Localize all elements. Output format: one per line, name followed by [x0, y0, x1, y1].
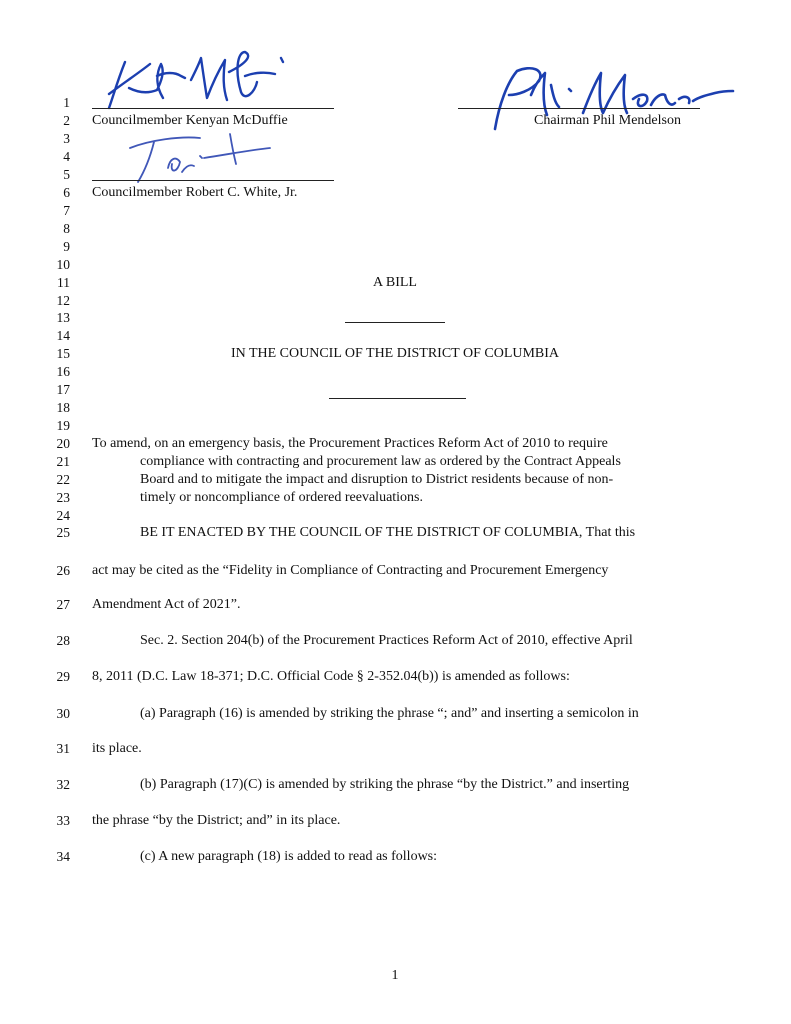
- signature-line-left-bottom: [92, 180, 334, 181]
- line-number: 19: [56, 418, 70, 433]
- line-number: 28: [56, 633, 70, 648]
- line-number: 9: [63, 239, 70, 254]
- signer-name-right-top: Chairman Phil Mendelson: [534, 113, 681, 128]
- paragraph-b-line: (b) Paragraph (17)(C) is amended by striking the phrase “by the District.” and inserting: [140, 777, 630, 792]
- line-number: 26: [56, 563, 70, 578]
- line-number: 2: [63, 113, 70, 128]
- enacting-clause: BE IT ENACTED BY THE COUNCIL OF THE DISTRICT OF COLUMBIA, That this: [140, 525, 636, 540]
- line-number: 21: [56, 454, 70, 469]
- body-line: 8, 2011 (D.C. Law 18-371; D.C. Official Code § 2-352.04(b)) is amended as follows:: [92, 669, 570, 684]
- line-number: 32: [56, 777, 70, 792]
- long-title-line: To amend, on an emergency basis, the Procurement Practices Reform Act of 2010 to require: [92, 436, 608, 451]
- line-number: 33: [56, 813, 70, 828]
- signature-line-right-top: [458, 108, 700, 109]
- heading-rule-2: [329, 398, 466, 399]
- long-title-line: compliance with contracting and procurement law as ordered by the Contract Appeals: [140, 454, 621, 469]
- line-number: 20: [56, 436, 70, 451]
- line-number: 29: [56, 669, 70, 684]
- paragraph-a-line: (a) Paragraph (16) is amended by striking the phrase “; and” and inserting a semicolon in: [140, 706, 639, 721]
- line-number: 11: [57, 275, 70, 290]
- long-title-line: timely or noncompliance of ordered reevaluations.: [140, 490, 424, 505]
- body-line: the phrase “by the District; and” in its place.: [92, 813, 341, 828]
- line-number: 34: [56, 849, 70, 864]
- section-2-line: Sec. 2. Section 204(b) of the Procurement Practices Reform Act of 2010, effective April: [140, 633, 633, 648]
- page-number: 1: [391, 968, 399, 983]
- line-number: 23: [56, 490, 70, 505]
- line-number: 7: [63, 203, 70, 218]
- signer-name-left-top: Councilmember Kenyan McDuffie: [92, 113, 288, 128]
- line-number: 25: [56, 525, 70, 540]
- line-number: 4: [63, 149, 70, 164]
- line-number: 27: [56, 597, 70, 612]
- line-number: 15: [56, 346, 70, 361]
- line-number: 30: [56, 706, 70, 721]
- heading-rule-1: [345, 322, 445, 323]
- signature-mcduffie: [95, 42, 295, 114]
- line-number: 6: [63, 185, 70, 200]
- line-number: 13: [56, 310, 70, 325]
- signature-white: [120, 128, 280, 188]
- line-number: 12: [56, 293, 70, 308]
- line-number: 17: [56, 382, 70, 397]
- line-number: 24: [56, 508, 70, 523]
- bill-heading: A BILL: [373, 275, 417, 290]
- council-heading: IN THE COUNCIL OF THE DISTRICT OF COLUMBIA: [230, 346, 560, 361]
- line-number: 16: [56, 364, 70, 379]
- line-number: 22: [56, 472, 70, 487]
- line-number: 5: [63, 167, 70, 182]
- line-number: 8: [63, 221, 70, 236]
- body-line: Amendment Act of 2021”.: [92, 597, 241, 612]
- signature-line-left-top: [92, 108, 334, 109]
- body-line: its place.: [92, 741, 142, 756]
- long-title-line: Board and to mitigate the impact and disruption to District residents because of non-: [140, 472, 614, 487]
- line-number: 3: [63, 131, 70, 146]
- line-number: 18: [56, 400, 70, 415]
- paragraph-c-line: (c) A new paragraph (18) is added to read as follows:: [140, 849, 438, 864]
- line-number: 14: [56, 328, 70, 343]
- line-number: 10: [56, 257, 70, 272]
- body-line: act may be cited as the “Fidelity in Compliance of Contracting and Procurement Emergency: [92, 563, 609, 578]
- signer-name-left-bottom: Councilmember Robert C. White, Jr.: [92, 185, 298, 200]
- line-number: 31: [56, 741, 70, 756]
- line-number: 1: [63, 95, 70, 110]
